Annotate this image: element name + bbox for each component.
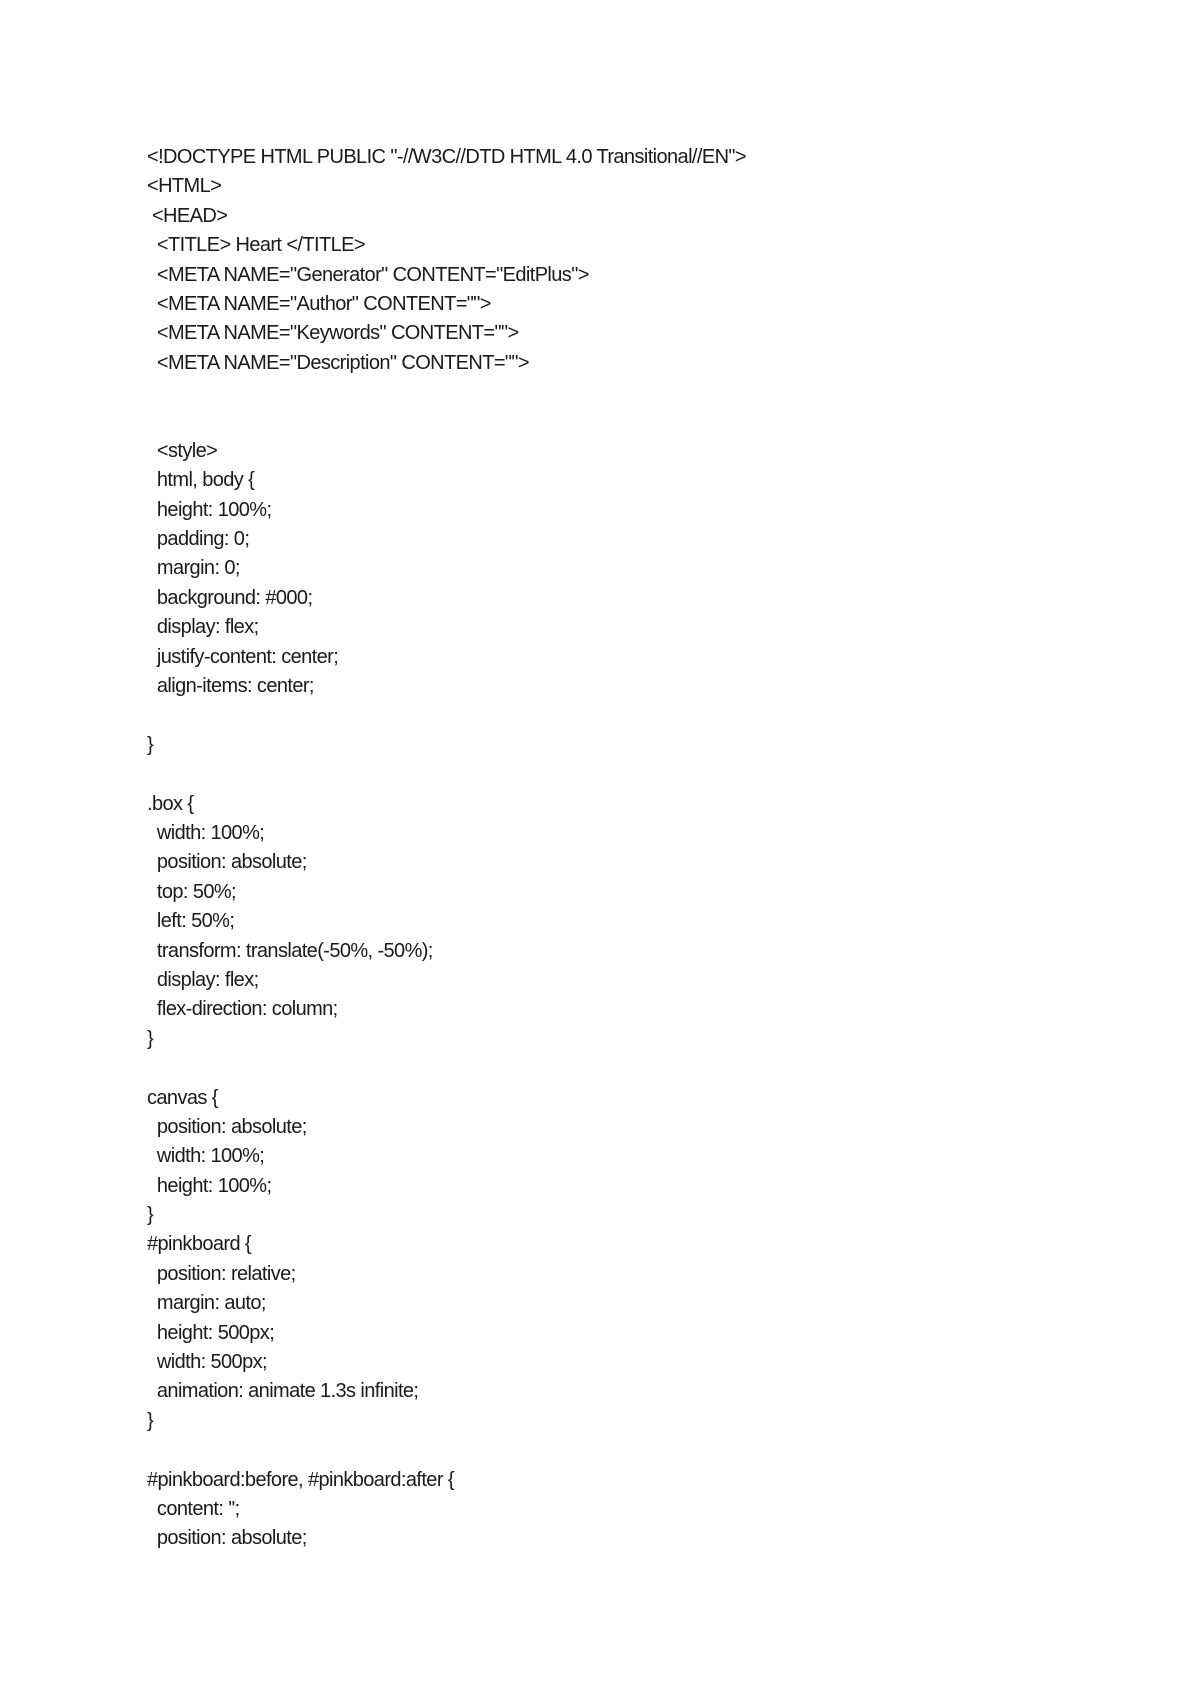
code-line: #pinkboard { — [147, 1233, 252, 1256]
code-line: flex-direction: column; — [147, 998, 338, 1021]
code-line: <META NAME="Keywords" CONTENT=""> — [147, 322, 519, 345]
code-line — [147, 408, 746, 437]
code-line — [147, 378, 746, 407]
code-line: <HTML> — [147, 175, 222, 198]
code-line: <META NAME="Author" CONTENT=""> — [147, 292, 491, 315]
code-line: position: absolute; — [147, 851, 307, 874]
code-line — [147, 1436, 746, 1465]
code-line: canvas { — [147, 1086, 218, 1109]
code-line: top: 50%; — [147, 880, 237, 903]
code-line: left: 50%; — [147, 910, 235, 933]
code-line: animation: animate 1.3s infinite; — [147, 1380, 419, 1403]
code-line: align-items: center; — [147, 675, 314, 698]
code-line: width: 100%; — [147, 1145, 265, 1168]
code-line: justify-content: center; — [147, 645, 339, 668]
code-line: <!DOCTYPE HTML PUBLIC "-//W3C//DTD HTML 4.0 Transitional//EN"> — [147, 146, 746, 168]
code-line: width: 500px; — [147, 1351, 267, 1374]
code-line — [147, 1054, 746, 1083]
code-line — [147, 760, 746, 789]
code-line: width: 100%; — [147, 821, 265, 844]
code-line: background: #000; — [147, 586, 313, 609]
code-line: html, body { — [147, 469, 255, 492]
code-line: <META NAME="Description" CONTENT=""> — [147, 351, 529, 374]
code-line: display: flex; — [147, 616, 259, 639]
code-line: margin: auto; — [147, 1292, 266, 1315]
code-line: #pinkboard:before, #pinkboard:after { — [147, 1468, 454, 1491]
code-line — [147, 701, 746, 730]
code-line: } — [147, 1204, 154, 1227]
code-line: height: 100%; — [147, 1174, 272, 1197]
code-text-block — [147, 143, 746, 1554]
code-line: position: relative; — [147, 1262, 296, 1285]
code-line: display: flex; — [147, 968, 259, 991]
code-line: .box { — [147, 792, 194, 815]
code-line: <META NAME="Generator" CONTENT="EditPlus"> — [147, 263, 589, 286]
code-line: position: absolute; — [147, 1527, 307, 1550]
code-line: transform: translate(-50%, -50%); — [147, 939, 433, 962]
code-line: margin: 0; — [147, 557, 240, 580]
code-line: } — [147, 1027, 154, 1050]
code-line: height: 100%; — [147, 498, 272, 521]
code-line: position: absolute; — [147, 1115, 307, 1138]
code-line: } — [147, 1409, 154, 1432]
code-line: <TITLE> Heart </TITLE> — [147, 234, 365, 257]
code-line: } — [147, 733, 154, 756]
code-line: padding: 0; — [147, 528, 250, 551]
code-line: height: 500px; — [147, 1321, 275, 1344]
code-line: <HEAD> — [147, 204, 228, 227]
code-line: <style> — [147, 439, 218, 462]
code-line: content: ''; — [147, 1497, 240, 1520]
